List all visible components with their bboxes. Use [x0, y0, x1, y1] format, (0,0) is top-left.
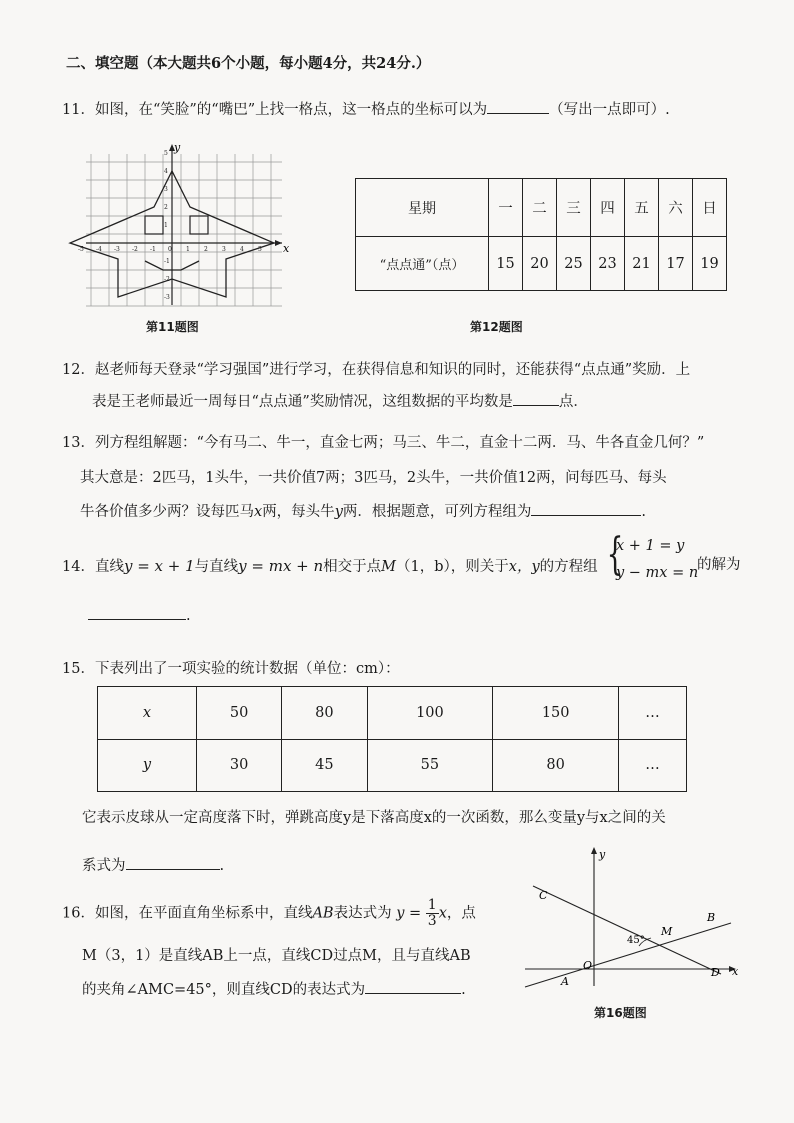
- x-tick-label: -1: [150, 246, 156, 253]
- x-cell: 100: [367, 687, 493, 740]
- y-tick-label: -1: [164, 258, 170, 265]
- system-brace: {: [606, 529, 624, 580]
- x-cell: 80: [282, 687, 367, 740]
- fraction-numerator: 1: [427, 897, 437, 913]
- q11-text-a: 如图，在“笑脸”的“嘴巴”上找一格点，这一格点的坐标可以为: [94, 102, 488, 118]
- q16-ab: AB: [312, 905, 334, 922]
- line-AB: [525, 923, 731, 987]
- label-O: O: [583, 959, 593, 972]
- q13-end: .: [641, 504, 646, 520]
- points-cell: 23: [591, 237, 625, 291]
- q12-answer-blank[interactable]: [513, 391, 559, 406]
- fig16-label-x: x: [732, 965, 739, 978]
- q13-text-3c: 两．根据题意，可列方程组为: [342, 504, 532, 520]
- q16-fraction: [426, 898, 439, 929]
- points-cell: 15: [489, 237, 523, 291]
- q16-t3: ，点: [446, 905, 476, 922]
- points-row-label: “点点通”（点）: [356, 237, 489, 291]
- question-13-line2: 其大意是：2匹马，1头牛，一共价值7两；3匹马，2头牛，一共价值12两，问每匹马、每头: [80, 470, 667, 486]
- system-eq2: y − mx = n: [616, 565, 699, 581]
- q12-caption: 第12题图: [470, 320, 523, 334]
- q13-text-3a: 牛各价值多少两？设每匹马: [80, 504, 254, 520]
- q15-text-3b: .: [219, 858, 225, 874]
- y-cell: 80: [493, 739, 619, 792]
- day-cell: 二: [523, 179, 557, 237]
- q16-x-var: x: [438, 905, 447, 922]
- q16-figure: [525, 842, 747, 992]
- q13-answer-blank[interactable]: [531, 501, 641, 516]
- q15-table: [97, 686, 687, 792]
- label-A: A: [561, 975, 569, 988]
- x-tick-label: 0: [168, 246, 172, 253]
- question-15-line1: [62, 657, 400, 678]
- points-cell: 21: [625, 237, 659, 291]
- q14-t4: （1，b），则关于: [396, 559, 509, 575]
- points-cell: 19: [693, 237, 727, 291]
- day-cell: 四: [591, 179, 625, 237]
- question-11: [62, 98, 670, 119]
- q13-var-x: x: [254, 504, 263, 520]
- q14-t7: 的解为: [697, 557, 741, 573]
- y-row-label: y: [98, 739, 197, 792]
- q11-number: 11．: [62, 102, 95, 118]
- y-cell: …: [619, 739, 687, 792]
- y-tick-label: 3: [164, 186, 168, 193]
- q12-text-2a: 表是王老师最近一周每日“点点通”奖励情况，这组数据的平均数是: [92, 394, 513, 410]
- x-tick-label: -4: [96, 246, 102, 253]
- y-cell: 45: [282, 739, 367, 792]
- question-15-line2: 它表示皮球从一定高度落下时，弹跳高度y是下落高度x的一次函数，那么变量y与x之间的关: [82, 810, 666, 826]
- x-cell: 150: [493, 687, 619, 740]
- q12-text-1: 赵老师每天登录“学习强国”进行学习，在获得信息和知识的同时，还能获得“点点通”奖励．上: [94, 362, 691, 378]
- section-title: 二、填空题（本大题共6个小题，每小题4分，共24分.）: [66, 55, 431, 72]
- day-cell: 日: [693, 179, 727, 237]
- question-14-line1: [62, 555, 598, 576]
- x-tick-label: 2: [204, 246, 208, 253]
- q16-y-eq: y =: [396, 905, 422, 922]
- q13-text-1: 列方程组解题：“今有马二、牛一，直金七两；马三、牛二，直金十二两．马、牛各直金几何？”: [94, 435, 705, 451]
- y-tick-labels: [164, 150, 170, 301]
- q14-t3: 相交于点: [323, 559, 382, 575]
- q13-number: 13．: [62, 435, 95, 451]
- q14-eq2: y = mx + n: [238, 557, 324, 575]
- points-cell: 17: [659, 237, 693, 291]
- system-eq1: x + 1 = y: [616, 538, 685, 554]
- x-tick-label: 1: [186, 246, 190, 253]
- x-tick-label: -2: [132, 246, 138, 253]
- q11-caption: 第11题图: [146, 320, 199, 334]
- fig16-y-arrow: [591, 847, 597, 854]
- x-tick-label: -3: [114, 246, 120, 253]
- question-16-line1: [62, 898, 476, 929]
- q16-number: 16．: [62, 905, 95, 922]
- question-16-line3: [82, 978, 466, 999]
- y-cell: 30: [197, 739, 282, 792]
- label-C: C: [539, 889, 548, 902]
- q11-text-b: （写出一点即可）.: [549, 102, 670, 118]
- fig16-label-y: y: [599, 848, 606, 861]
- x-row-label: x: [98, 687, 197, 740]
- q15-text-3a: 系式为: [82, 858, 126, 874]
- q16-text-3a: 的夹角∠AMC=45°，则直线CD的表达式为: [82, 982, 366, 998]
- points-cell: 20: [523, 237, 557, 291]
- q14-t6: 的方程组: [539, 559, 598, 575]
- q16-caption: 第16题图: [594, 1006, 647, 1020]
- x-tick-label: 5: [258, 246, 262, 253]
- q16-t2: 表达式为: [333, 905, 392, 922]
- y-tick-label: -2: [164, 276, 170, 283]
- day-cell: 一: [489, 179, 523, 237]
- day-cell: 三: [557, 179, 591, 237]
- question-12-line1: [62, 358, 690, 379]
- q15-text: 下表列出了一项实验的统计数据（单位：cm）：: [94, 661, 400, 677]
- smiley-figure: [78, 140, 292, 310]
- q14-t1: 直线: [94, 559, 124, 575]
- y-tick-label: 4: [164, 168, 168, 175]
- y-tick-label: 5: [164, 150, 168, 157]
- q15-answer-blank[interactable]: [126, 855, 220, 870]
- axis-x-label: x: [283, 242, 290, 255]
- x-tick-label: 4: [240, 246, 244, 253]
- q14-point: M: [381, 559, 397, 575]
- question-15-line3: [82, 854, 224, 875]
- question-14-line2: [88, 605, 191, 624]
- q14-t5: x，y: [508, 559, 540, 575]
- q12-number: 12．: [62, 362, 95, 378]
- y-cell: 55: [367, 739, 493, 792]
- q14-eq1: y = x + 1: [123, 557, 195, 575]
- q16-t1: 如图，在平面直角坐标系中，直线: [94, 905, 313, 922]
- x-tick-label: 3: [222, 246, 226, 253]
- q13-text-3b: 两，每头牛: [262, 504, 335, 520]
- x-axis-arrow: [275, 240, 282, 246]
- label-angle: 45°: [627, 935, 645, 946]
- axis-y-label: y: [174, 141, 181, 154]
- q14-t2: 与直线: [194, 559, 239, 575]
- q15-number: 15．: [62, 661, 95, 677]
- fraction-denominator: 3: [427, 913, 437, 929]
- x-tick-label: -5: [78, 246, 84, 253]
- y-tick-label: 2: [164, 204, 168, 211]
- question-16-line2: M（3，1）是直线AB上一点，直线CD过点M，且与直线AB: [82, 948, 471, 964]
- question-12-line2: [92, 390, 588, 411]
- q14-answer-blank[interactable]: [88, 605, 186, 620]
- x-cell: 50: [197, 687, 282, 740]
- q14-end: .: [186, 608, 191, 624]
- label-B: B: [707, 911, 716, 924]
- question-13-line1: [62, 431, 704, 452]
- q14-number: 14．: [62, 559, 95, 575]
- q13-var-y: y: [334, 504, 343, 520]
- q12-text-2b: 点．: [558, 394, 588, 410]
- q11-answer-blank[interactable]: [487, 99, 549, 114]
- left-eye: [145, 216, 163, 234]
- weekday-header: 星期: [356, 179, 489, 237]
- y-tick-label: 1: [164, 222, 168, 229]
- q16-answer-blank[interactable]: [365, 979, 461, 994]
- question-13-line3: [80, 500, 646, 521]
- q12-table: [355, 178, 727, 291]
- x-cell: …: [619, 687, 687, 740]
- label-D: D: [711, 966, 720, 979]
- day-cell: 五: [625, 179, 659, 237]
- day-cell: 六: [659, 179, 693, 237]
- points-cell: 25: [557, 237, 591, 291]
- q16-text-3b: .: [461, 982, 466, 998]
- line-CD: [533, 886, 721, 974]
- y-tick-label: -3: [164, 294, 170, 301]
- label-M: M: [661, 925, 673, 938]
